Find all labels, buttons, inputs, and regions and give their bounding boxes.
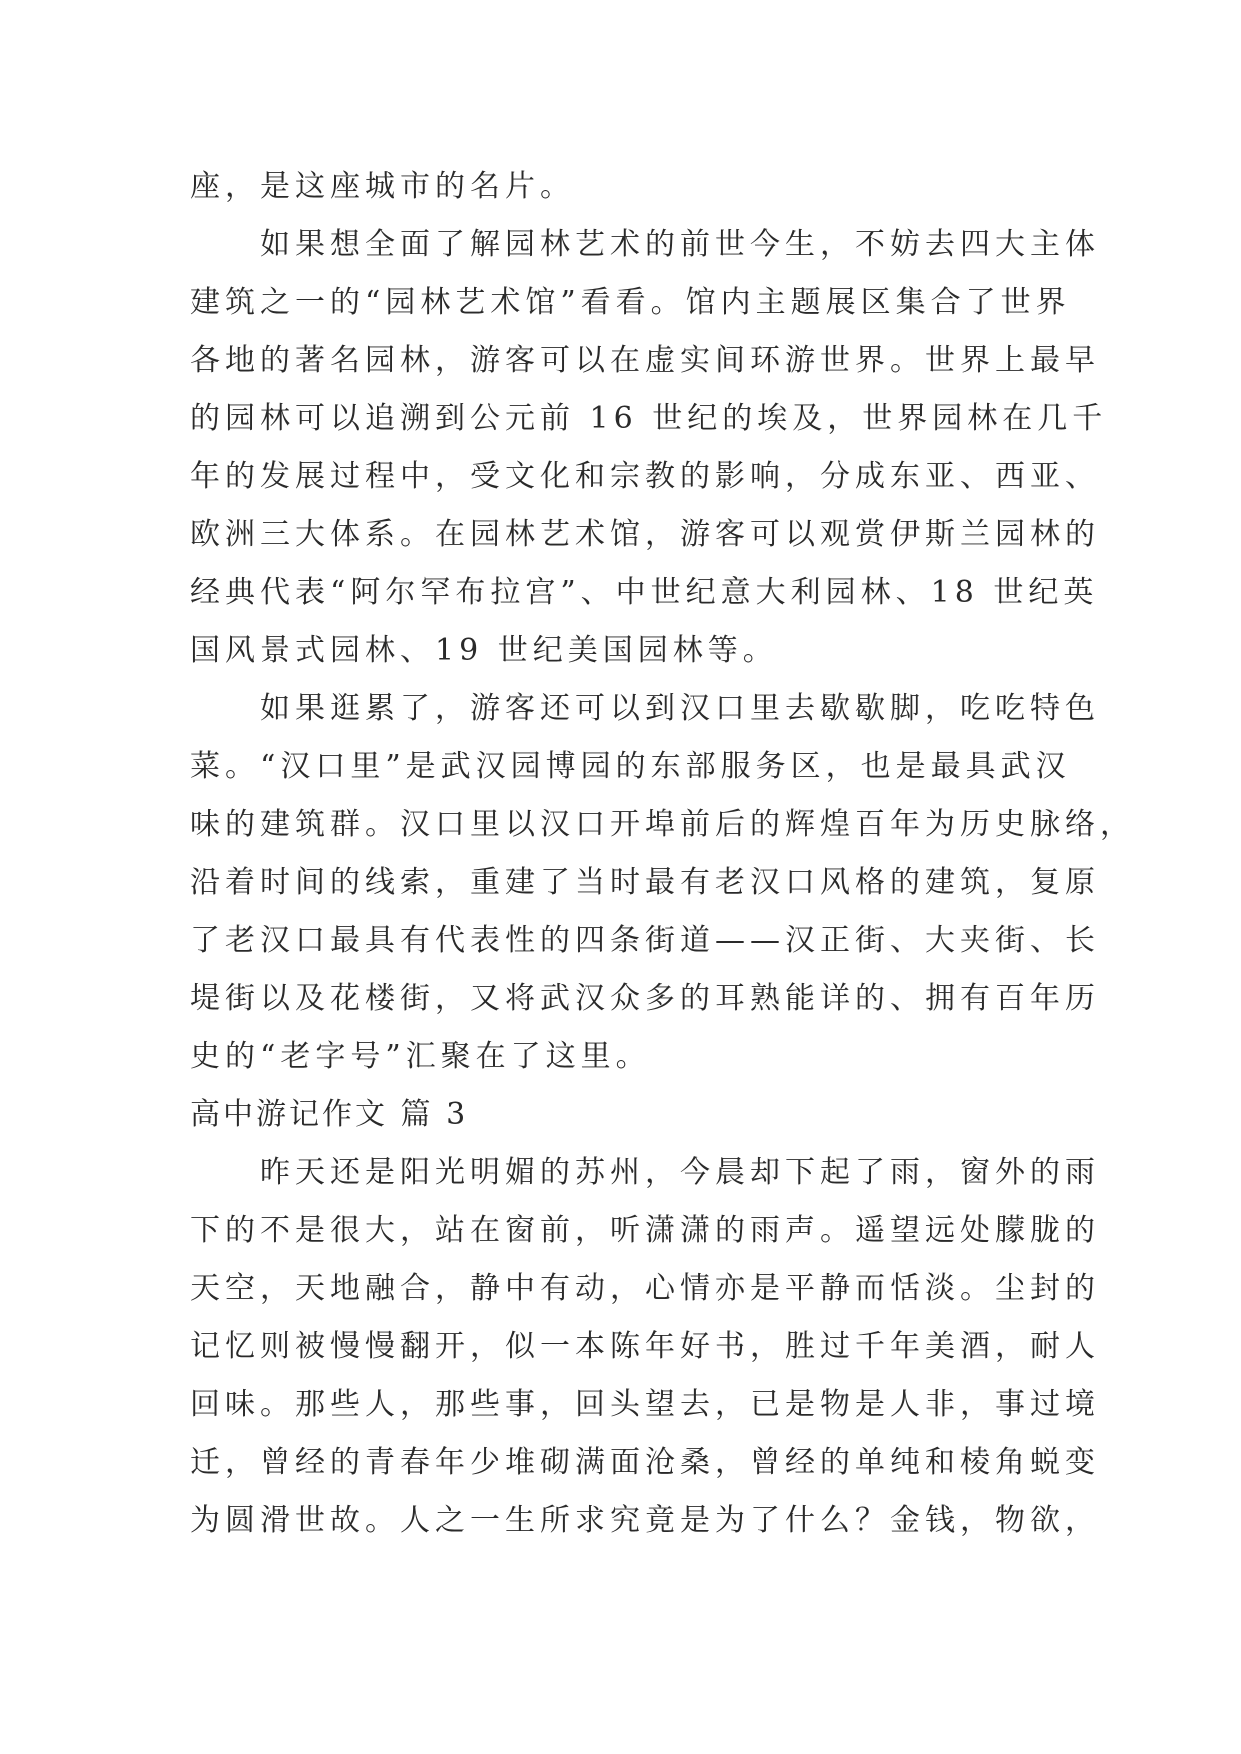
text-line: 为圆滑世故。人之一生所求究竟是为了什么？金钱，物欲， [190,1503,1100,1538]
text-line: 堤街以及花楼街，又将武汉众多的耳熟能详的、拥有百年历 [190,981,1100,1016]
text-line: 天空，天地融合，静中有动，心情亦是平静而恬淡。尘封的 [190,1271,1100,1306]
document-body [190,158,1135,1550]
paragraph-start-line: 如果想全面了解园林艺术的前世今生，不妨去四大主体 [260,227,1100,262]
text-line: 了老汉口最具有代表性的四条街道——汉正街、大夹街、长 [190,923,1100,958]
text-line: 各地的著名园林，游客可以在虚实间环游世界。世界上最早 [190,343,1100,378]
text-line: 座，是这座城市的名片。 [190,169,575,204]
text-line: 回味。那些人，那些事，回头望去，已是物是人非，事过境 [190,1387,1100,1422]
text-line: 经典代表“阿尔罕布拉宫”、中世纪意大利园林、18 世纪英 [190,575,1099,610]
text-line: 菜。“汉口里”是武汉园博园的东部服务区，也是最具武汉 [190,749,1071,784]
text-line: 味的建筑群。汉口里以汉口开埠前后的辉煌百年为历史脉络， [190,807,1135,842]
text-line: 沿着时间的线索，重建了当时最有老汉口风格的建筑，复原 [190,865,1100,900]
text-line: 建筑之一的“园林艺术馆”看看。馆内主题展区集合了世界 [190,285,1071,320]
text-line: 迁，曾经的青春年少堆砌满面沧桑，曾经的单纯和棱角蜕变 [190,1445,1100,1480]
text-line: 年的发展过程中，受文化和宗教的影响，分成东亚、西亚、 [190,459,1100,494]
text-line: 欧洲三大体系。在园林艺术馆，游客可以观赏伊斯兰园林的 [190,517,1100,552]
paragraph-start-line: 如果逛累了，游客还可以到汉口里去歇歇脚，吃吃特色 [260,691,1100,726]
text-line: 记忆则被慢慢翻开，似一本陈年好书，胜过千年美酒，耐人 [190,1329,1100,1364]
text-line: 史的“老字号”汇聚在了这里。 [190,1039,651,1074]
text-line: 下的不是很大，站在窗前，听潇潇的雨声。遥望远处朦胧的 [190,1213,1100,1248]
paragraph-start-line: 昨天还是阳光明媚的苏州，今晨却下起了雨，窗外的雨 [260,1155,1100,1190]
text-line: 的园林可以追溯到公元前 16 世纪的埃及，世界园林在几千 [190,401,1108,436]
text-line: 国风景式园林、19 世纪美国园林等。 [190,633,778,668]
section-heading: 高中游记作文 篇 3 [190,1097,469,1132]
